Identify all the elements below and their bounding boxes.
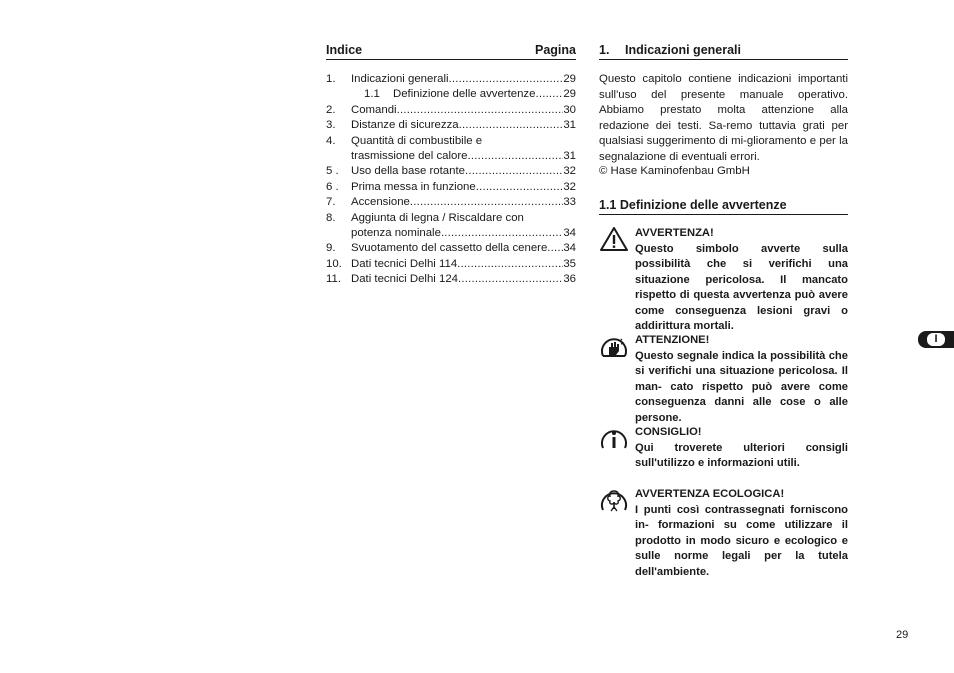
intro-paragraph: Questo capitolo contiene indicazioni importanti sull'uso del presente manuale operativo. Abbiamo prestato molta attenzione alla redazione dei testi. Sa-remo tuttavia grati per qualsiasi suggerimento di mi-glioramento e per la segnalazione di eventuali errori. [599,73,848,163]
section-1-1-heading: 1.1 Definizione delle avvertenze [599,195,848,215]
toc-item-7[interactable]: 7. Accensione ..... 33 [326,195,576,210]
toc-item-3[interactable]: 3. Distanze di sicurezza ..... 31 [326,118,576,133]
warning-text: Questo segnale indica la possibilità che si verifichi una situazione pericolosa. Il man- cato rispetto può avere come conseguenza danni alle cose o alle persone. [635,349,849,424]
toc-item-6[interactable]: 6 . Prima messa in funzione ..... 32 [326,180,576,195]
warning-triangle-icon [599,226,631,254]
language-tab [918,331,954,348]
toc-item-1[interactable]: 1. Indicazioni generali ..... 29 [326,72,576,87]
toc-item-5[interactable]: 5 . Uso della base rotante ..... 32 [326,164,576,179]
toc-item-2[interactable]: 2. Comandi ..... 30 [326,103,576,118]
toc-item-8-line-1[interactable]: 8. Aggiunta di legna / Riscaldare con [326,211,524,224]
table-of-contents [326,40,576,286]
page-number: 29 [896,629,909,641]
general-info-section [599,40,849,578]
toc-item-9[interactable]: 9. Svuotamento del cassetto della cenere ..... 34 [326,241,576,256]
toc-item-4-line-2[interactable]: trasmissione del calore ..... 31 [326,149,576,164]
warning-text: I punti così contrassegnati forniscono in- formazioni su come utilizzare il prodotto in modo sicuro e ecologico e sulle norme legali per la tutela dell'ambiente. [635,503,848,578]
toc-item-1-1[interactable]: 1.1 Definizione delle avvertenze ..... 29 [326,87,576,102]
warning-label: CONSIGLIO! [635,426,702,438]
warning-label: AVVERTENZA ECOLOGICA! [635,488,785,500]
hand-caution-icon [599,333,631,361]
toc-item-4-line-1[interactable]: 4. Quantità di combustibile e [326,134,483,147]
toc-page-label: Pagina [535,43,576,57]
language-tab-label: I [927,333,945,346]
toc-header [326,40,576,60]
warning-text: Qui troverete ulteriori consigli sull'utilizzo e informazioni utili. [635,441,848,469]
section-1-heading: 1. Indicazioni generali [599,40,848,60]
toc-list [326,72,576,287]
toc-item-8-line-2[interactable]: potenza nominale ..... 34 [326,226,576,241]
warning-label: AVVERTENZA! [635,227,714,239]
warnings-definition-section [599,195,849,578]
tree-eco-icon [599,487,631,515]
toc-title: Indice [326,43,363,57]
info-icon [599,425,631,453]
warning-text: Questo simbolo avverte sulla possibilità che si verifichi una situazione pericolosa. Il mancato rispetto di questa avvertenza può avere come conseguenza lesioni gravi o addirittura mortali. [635,242,849,332]
warning-label: ATTENZIONE! [635,334,710,346]
toc-item-11[interactable]: 11. Dati tecnici Delhi 124 ..... 36 [326,272,576,287]
copyright-notice: © Hase Kaminofenbau GmbH [599,165,750,177]
toc-item-10[interactable]: 10. Dati tecnici Delhi 114 ..... 35 [326,257,576,272]
